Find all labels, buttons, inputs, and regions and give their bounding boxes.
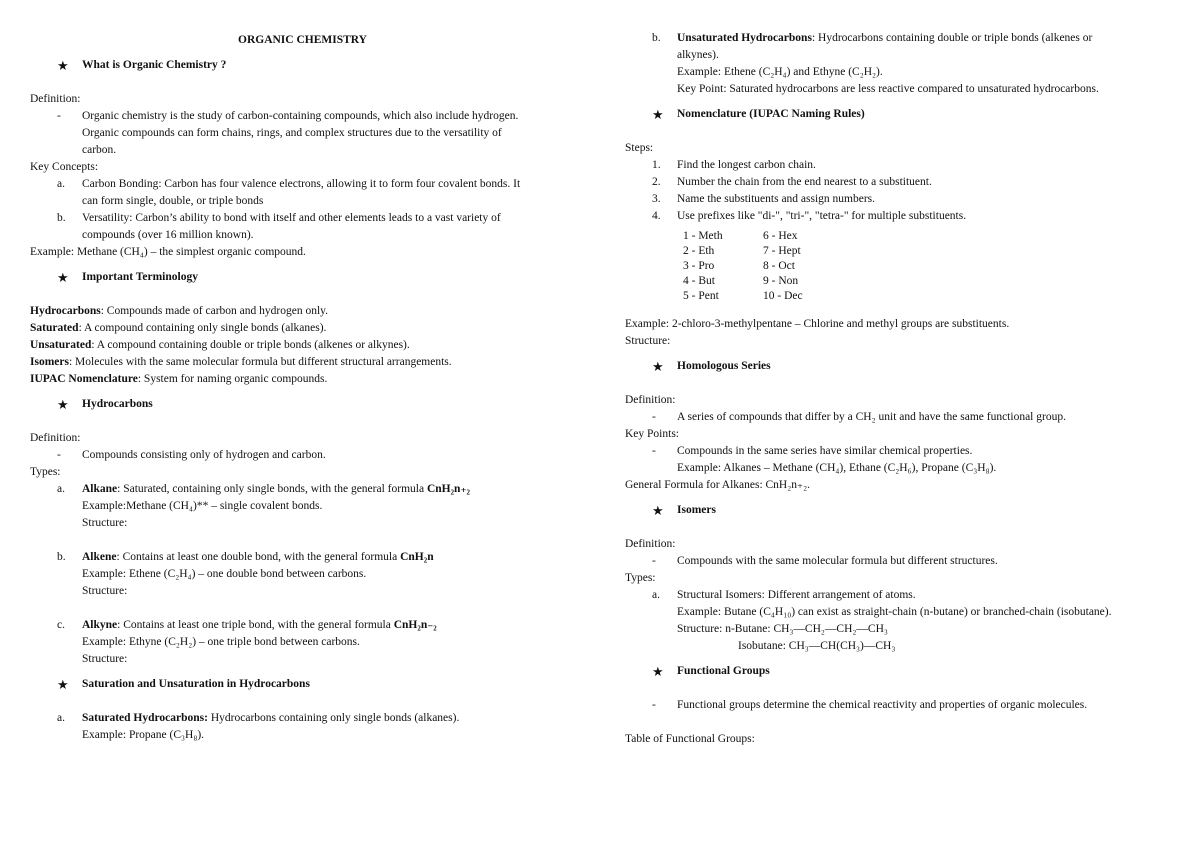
list-item: a. Carbon Bonding: Carbon has four valence electrons, allowing it to form four covalent bonds. It can form single, double, or triple bonds <box>57 178 521 207</box>
list-item: - Compounds consisting only of hydrogen and carbon. <box>57 449 326 461</box>
definition-label: Definition: <box>30 93 81 105</box>
right-column <box>625 30 1170 748</box>
list-item-structural-isomers: a. Structural Isomers: Different arrangement of atoms. Example: Butane (C₄H₁₀) can exist as straight-chain (n-butane) or branched-chain (isobutane). Structure: n-Butane: CH₃—CH₂—CH₂—CH₃ Isobutane: CH₃—CH(CH₃)—CH₃ <box>652 589 1112 652</box>
key-concepts-label: Key Concepts: <box>30 161 99 173</box>
list-item-unsaturated: b. Unsaturated Hydrocarbons: Hydrocarbons containing double or triple bonds (alkenes or alkynes). Example: Ethene (C₂H₄) and Ethyne (C₂H₂). Key Point: Saturated hydrocarbons are less reactive compared to unsaturated hydrocarbons. <box>652 32 1099 95</box>
star-icon: ★ <box>652 107 664 122</box>
list-item-alkene: b. Alkene: Contains at least one double bond, with the general formula CnH₂n Example: Ethene (C₂H₄) – one double bond between carbons. Structure: <box>57 551 434 597</box>
definition-label: Definition: <box>625 538 676 550</box>
section-heading-nomenclature: ★ Nomenclature (IUPAC Naming Rules) <box>652 107 865 122</box>
star-icon: ★ <box>652 359 664 374</box>
table-row: 1 - Meth 6 - Hex <box>683 230 798 242</box>
star-icon: ★ <box>57 270 69 285</box>
star-icon: ★ <box>652 503 664 518</box>
list-item-alkane: a. Alkane: Saturated, containing only single bonds, with the general formula CnH₂n₊₂ Example:Methane (CH₄)** – single covalent bonds. Structure: <box>57 483 470 529</box>
list-item-saturated: a. Saturated Hydrocarbons: Hydrocarbons containing only single bonds (alkanes). Example: Propane (C₃H₈). <box>57 712 460 741</box>
types-label: Types: <box>625 572 656 584</box>
types-label: Types: <box>30 466 61 478</box>
star-icon: ★ <box>57 397 69 412</box>
table-row: 4 - But 9 - Non <box>683 275 799 287</box>
star-icon: ★ <box>57 58 69 73</box>
key-points-label: Key Points: <box>625 428 679 440</box>
prefix-table <box>683 229 1170 304</box>
term-row: Hydrocarbons: Compounds made of carbon and hydrogen only. <box>30 305 329 317</box>
table-row: 3 - Pro 8 - Oct <box>683 260 795 272</box>
list-item: - Compounds with the same molecular formula but different structures. <box>652 555 998 567</box>
structure-label: Structure: <box>625 335 671 347</box>
example-text: Example: Methane (CH₄) – the simplest organic compound. <box>30 246 306 258</box>
list-item: - Compounds in the same series have similar chemical properties. Example: Alkanes – Methane (CH₄), Ethane (C₂H₆), Propane (C₃H₈). <box>652 445 997 474</box>
term-row: Unsaturated: A compound containing double or triple bonds (alkenes or alkynes). <box>30 339 410 351</box>
list-item: - Functional groups determine the chemical reactivity and properties of organic molecules. <box>652 699 1088 711</box>
list-item: 3. Name the substituents and assign numbers. <box>652 193 876 205</box>
list-item: - A series of compounds that differ by a CH₂ unit and have the same functional group. <box>652 411 1066 423</box>
definition-label: Definition: <box>625 394 676 406</box>
table-row: 2 - Eth 7 - Hept <box>683 245 801 257</box>
section-heading-terminology: ★ Important Terminology <box>57 270 198 285</box>
definition-label: Definition: <box>30 432 81 444</box>
document-title: ORGANIC CHEMISTRY <box>238 34 367 46</box>
term-row: Saturated: A compound containing only single bonds (alkanes). <box>30 322 327 334</box>
star-icon: ★ <box>652 664 664 679</box>
list-item: 1. Find the longest carbon chain. <box>652 159 816 171</box>
section-heading-what-is: ★ What is Organic Chemistry ? <box>57 58 227 73</box>
steps-label: Steps: <box>625 142 654 154</box>
general-formula: General Formula for Alkanes: CnH₂n₊₂. <box>625 479 810 491</box>
list-item: b. Versatility: Carbon’s ability to bond with itself and other elements leads to a vast variety of compounds (over 16 million known). <box>57 212 501 241</box>
list-item-alkyne: c. Alkyne: Contains at least one triple bond, with the general formula CnH₂n₋₂ Example: Ethyne (C₂H₂) – one triple bond between carbons. Structure: <box>57 619 437 665</box>
table-label: Table of Functional Groups: <box>625 733 755 745</box>
example-text: Example: 2-chloro-3-methylpentane – Chlorine and methyl groups are substituents. <box>625 318 1010 330</box>
left-column <box>30 30 575 744</box>
star-icon: ★ <box>57 677 69 692</box>
section-heading-homologous: ★ Homologous Series <box>652 359 771 374</box>
section-heading-functional-groups: ★ Functional Groups <box>652 664 770 679</box>
list-item: 2. Number the chain from the end nearest to a substituent. <box>652 176 932 188</box>
section-heading-hydrocarbons: ★ Hydrocarbons <box>57 397 153 412</box>
term-row: IUPAC Nomenclature: System for naming organic compounds. <box>30 373 328 385</box>
term-row: Isomers: Molecules with the same molecular formula but different structural arrangements. <box>30 356 452 368</box>
dash-bullet: - <box>57 110 61 122</box>
list-item: 4. Use prefixes like "di-", "tri-", "tetra-" for multiple substituents. <box>652 210 967 222</box>
section-heading-saturation: ★ Saturation and Unsaturation in Hydrocarbons <box>57 677 310 692</box>
section-heading-isomers: ★ Isomers <box>652 503 716 518</box>
table-row: 5 - Pent 10 - Dec <box>683 290 803 302</box>
list-item: - Organic chemistry is the study of carbon-containing compounds, which also include hydrogen. Organic compounds can form chains, rings, and complex structures due to the versatility of carbon. <box>57 110 519 156</box>
